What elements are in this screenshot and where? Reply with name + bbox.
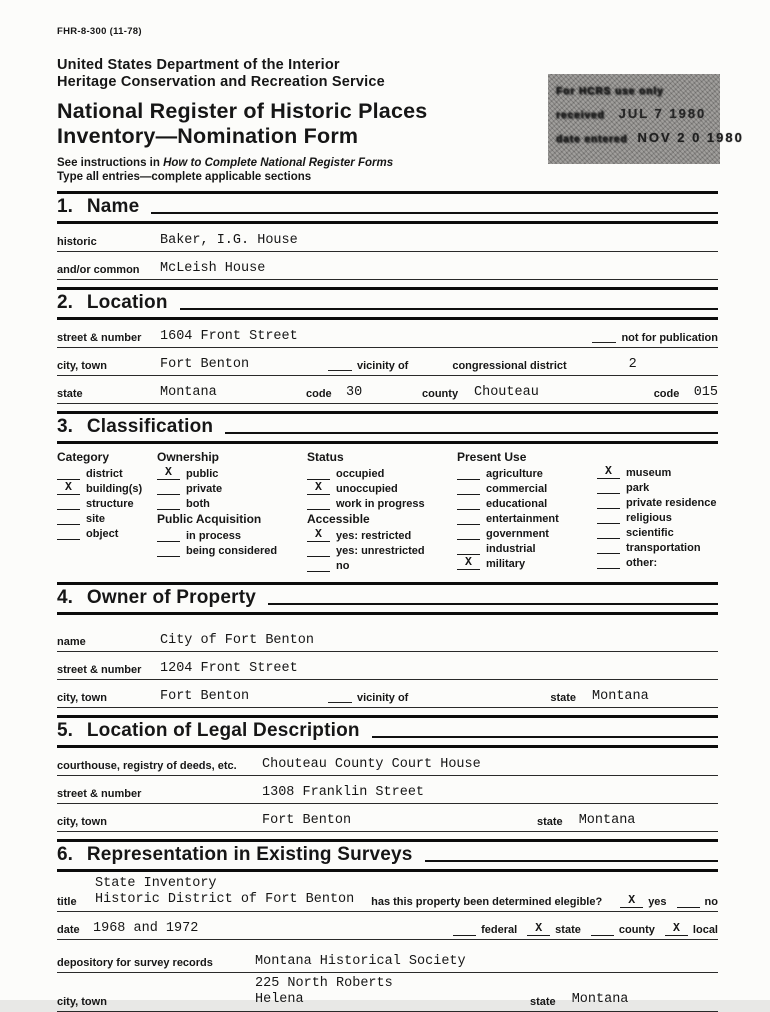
checkbox-line xyxy=(597,481,620,494)
city-label: city, town xyxy=(57,360,107,372)
section-1-header xyxy=(57,191,718,224)
section-5-header xyxy=(57,715,718,748)
section-number: 3. xyxy=(57,416,73,437)
section-number: 5. xyxy=(57,720,73,741)
checkbox-commercial[interactable]: commercial xyxy=(457,482,597,495)
present-use-column-2 xyxy=(597,450,718,574)
header-rule xyxy=(151,212,718,214)
city-value: Fort Benton xyxy=(160,689,250,704)
field-legal-city xyxy=(57,804,718,832)
section-number: 2. xyxy=(57,292,73,313)
date-stamp xyxy=(548,74,744,164)
checkbox-entertainment[interactable]: entertainment xyxy=(457,512,597,525)
state-value: Montana xyxy=(592,689,649,704)
field-owner-name xyxy=(57,615,718,652)
title-label: title xyxy=(57,896,77,908)
field-depository-city xyxy=(57,973,718,1012)
checkbox-line xyxy=(677,895,700,908)
form-title-line1: National Register of Historic Places xyxy=(57,99,428,123)
public-acquisition-header: Public Acquisition xyxy=(157,512,262,526)
section-number: 4. xyxy=(57,587,73,608)
field-owner-street xyxy=(57,652,718,680)
stamp-use-line: For HCRS use only xyxy=(556,86,664,97)
checkbox-line xyxy=(328,367,352,371)
checkbox-being-considered[interactable]: being considered xyxy=(157,544,307,557)
section-title: Location of Legal Description xyxy=(86,720,360,741)
instructions-booklet-title: How to Complete National Register Forms xyxy=(163,157,394,169)
field-survey-title xyxy=(57,872,718,912)
checkbox-line xyxy=(457,467,480,480)
checkbox-industrial[interactable]: industrial xyxy=(457,542,597,555)
checkbox-private[interactable]: private xyxy=(157,482,307,495)
ownership-column xyxy=(157,450,307,574)
stamp-received-label: received xyxy=(556,110,605,121)
checkbox-line xyxy=(457,512,480,525)
city-label: city, town xyxy=(57,816,107,828)
name-label: name xyxy=(57,636,86,648)
stamp-entered-date: NOV 2 0 1980 xyxy=(637,130,744,145)
not-for-publication-label: not for publication xyxy=(621,332,718,344)
state-label: state xyxy=(530,996,556,1008)
checkbox-line xyxy=(307,544,330,557)
eligible-no-checkbox[interactable]: no xyxy=(677,895,718,908)
section-title: Location xyxy=(86,292,168,313)
street-label: street & number xyxy=(57,788,142,800)
checkbox-unoccupied[interactable]: X unoccupied xyxy=(307,482,457,495)
status-header: Status xyxy=(307,450,344,464)
checkbox-line xyxy=(157,529,180,542)
historic-label: historic xyxy=(57,236,97,248)
state-checkbox[interactable]: X state xyxy=(527,923,581,936)
section-title: Representation in Existing Surveys xyxy=(86,844,413,865)
checkbox-line xyxy=(157,497,180,510)
congressional-district-label: congressional district xyxy=(452,360,567,372)
checkbox-educational[interactable]: educational xyxy=(457,497,597,510)
checkbox-no[interactable]: no xyxy=(307,559,457,572)
checkbox-line: X xyxy=(307,529,330,542)
checkbox-line xyxy=(307,559,330,572)
county-checkbox[interactable]: county xyxy=(591,923,655,936)
checkbox-in-process[interactable]: in process xyxy=(157,529,307,542)
field-owner-city xyxy=(57,680,718,708)
common-label: and/or common xyxy=(57,264,140,276)
checkbox-line xyxy=(157,544,180,557)
federal-checkbox[interactable]: federal xyxy=(453,923,517,936)
state-value: Montana xyxy=(160,385,217,400)
classification-grid xyxy=(57,444,718,585)
checkbox-site[interactable]: site xyxy=(57,512,157,525)
checkbox-scientific[interactable]: scientific xyxy=(597,526,718,539)
field-depository xyxy=(57,940,718,973)
checkbox-line xyxy=(591,923,614,936)
city-value: Fort Benton xyxy=(262,813,352,828)
checkbox-line: X xyxy=(307,482,330,495)
form-number: FHR-8-300 (11-78) xyxy=(57,26,142,37)
checkbox-occupied[interactable]: occupied xyxy=(307,467,457,480)
checkbox-other[interactable]: other: xyxy=(597,556,718,569)
accessible-header: Accessible xyxy=(307,512,370,526)
checkbox-line: X xyxy=(57,482,80,495)
checkbox-private-residence[interactable]: private residence xyxy=(597,496,718,509)
field-survey-date xyxy=(57,912,718,940)
survey-title-value: State Inventory Historic District of Fort Benton xyxy=(95,876,355,907)
instructions-line2: Type all entries—complete applicable sections xyxy=(57,170,312,183)
section-number: 1. xyxy=(57,196,73,217)
checkbox-park[interactable]: park xyxy=(597,481,718,494)
header-rule xyxy=(372,736,718,738)
checkbox-buildings[interactable]: X building(s) xyxy=(57,482,157,495)
checkbox-line xyxy=(457,497,480,510)
not-for-publication-checkbox[interactable] xyxy=(592,332,718,344)
checkbox-line xyxy=(597,526,620,539)
checkbox-public[interactable]: X public xyxy=(157,467,307,480)
header-rule xyxy=(225,432,718,434)
checkbox-line xyxy=(597,541,620,554)
street-value: 1604 Front Street xyxy=(160,329,298,344)
present-use-column-1 xyxy=(457,450,597,574)
checkbox-transportation[interactable]: transportation xyxy=(597,541,718,554)
checkbox-line: X xyxy=(597,466,620,479)
checkbox-line xyxy=(457,527,480,540)
depository-city-value: 225 North Roberts Helena xyxy=(255,976,393,1007)
field-common-name xyxy=(57,252,718,280)
checkbox-line xyxy=(57,467,80,480)
checkbox-line: X xyxy=(665,923,688,936)
instructions-line1: See instructions in How to Complete National Register Forms xyxy=(57,157,394,169)
checkbox-line xyxy=(307,497,330,510)
vicinity-checkbox[interactable] xyxy=(328,360,408,372)
state-label: state xyxy=(550,692,577,704)
checkbox-yes-unrestricted[interactable]: yes: unrestricted xyxy=(307,544,457,557)
checkbox-line xyxy=(57,497,80,510)
checkbox-line: X xyxy=(157,467,180,480)
checkbox-line xyxy=(457,482,480,495)
state-label: state xyxy=(57,388,83,400)
state-value: Montana xyxy=(571,992,629,1007)
common-value: McLeish House xyxy=(160,261,266,276)
vicinity-label: vicinity of xyxy=(357,692,409,704)
field-city-town xyxy=(57,348,718,376)
code2-label: code xyxy=(653,388,680,400)
header-rule xyxy=(180,308,718,310)
status-column xyxy=(307,450,457,574)
checkbox-line xyxy=(328,699,352,703)
courthouse-label: courthouse, registry of deeds, etc. xyxy=(57,760,237,772)
checkbox-museum[interactable]: X museum xyxy=(597,466,718,479)
field-state-county xyxy=(57,376,718,404)
checkbox-district[interactable]: district xyxy=(57,467,157,480)
field-street-number xyxy=(57,320,718,348)
checkbox-line xyxy=(597,496,620,509)
street-value: 1308 Franklin Street xyxy=(262,785,425,800)
agency-line1: United States Department of the Interior xyxy=(57,57,340,73)
checkbox-agriculture[interactable]: agriculture xyxy=(457,467,597,480)
checkbox-line xyxy=(457,542,480,555)
street-label: street & number xyxy=(57,664,142,676)
county-value: Chouteau xyxy=(474,385,539,400)
code-label: code xyxy=(306,388,332,400)
name-value: City of Fort Benton xyxy=(160,633,314,648)
county-label: county xyxy=(422,388,459,400)
checkbox-line xyxy=(597,511,620,524)
checkbox-line xyxy=(57,527,80,540)
section-title: Classification xyxy=(86,416,214,437)
depository-label: depository for survey records xyxy=(57,957,213,969)
depository-value: Montana Historical Society xyxy=(255,954,466,969)
section-2-header xyxy=(57,287,718,320)
courthouse-value: Chouteau County Court House xyxy=(262,757,481,772)
checkbox-yes-restricted[interactable]: X yes: restricted xyxy=(307,529,457,542)
checkbox-line xyxy=(592,339,616,343)
vicinity-label: vicinity of xyxy=(357,360,409,372)
checkbox-object[interactable]: object xyxy=(57,527,157,540)
present-use-header: Present Use xyxy=(457,450,527,464)
section-4-header xyxy=(57,585,718,615)
field-legal-street xyxy=(57,776,718,804)
vicinity-checkbox[interactable] xyxy=(328,692,408,704)
form-title-line2: Inventory—Nomination Form xyxy=(57,124,359,148)
eligible-yes-checkbox[interactable]: X yes xyxy=(620,895,666,908)
checkbox-line: X xyxy=(527,923,550,936)
city-value: Fort Benton xyxy=(160,357,250,372)
field-courthouse xyxy=(57,748,718,776)
eligibility-question: has this property been determined elegible? xyxy=(371,896,603,908)
section-number: 6. xyxy=(57,844,73,865)
category-header: Category xyxy=(57,450,110,464)
checkbox-line xyxy=(57,512,80,525)
field-historic-name xyxy=(57,224,718,252)
survey-level-group xyxy=(443,923,718,936)
category-column xyxy=(57,450,157,574)
stamp-entered-label: date entered xyxy=(556,134,628,145)
agency-line2: Heritage Conservation and Recreation Service xyxy=(57,73,385,90)
checkbox-line xyxy=(157,482,180,495)
local-checkbox[interactable]: X local xyxy=(665,923,718,936)
state-value: Montana xyxy=(578,813,636,828)
checkbox-line: X xyxy=(457,557,480,570)
county-code-value: 015 xyxy=(693,385,718,400)
checkbox-structure[interactable]: structure xyxy=(57,497,157,510)
section-6-header xyxy=(57,839,718,872)
ownership-header: Ownership xyxy=(157,450,220,464)
checkbox-line xyxy=(453,923,476,936)
section-title: Name xyxy=(86,196,140,217)
header-rule xyxy=(425,860,718,862)
date-label: date xyxy=(57,924,80,936)
date-value: 1968 and 1972 xyxy=(93,921,199,936)
congressional-district-value: 2 xyxy=(628,357,637,372)
checkbox-religious[interactable]: religious xyxy=(597,511,718,524)
checkbox-line xyxy=(597,556,620,569)
checkbox-work-in-progress[interactable]: work in progress xyxy=(307,497,457,510)
street-label: street & number xyxy=(57,332,142,344)
checkbox-both[interactable]: both xyxy=(157,497,307,510)
checkbox-military[interactable]: X military xyxy=(457,557,597,570)
stamp-received-date: JUL 7 1980 xyxy=(618,106,707,121)
eligibility-group xyxy=(371,895,718,908)
checkbox-government[interactable]: government xyxy=(457,527,597,540)
checkbox-line: X xyxy=(620,895,643,908)
state-label: state xyxy=(537,816,563,828)
checkbox-line xyxy=(307,467,330,480)
city-label: city, town xyxy=(57,996,107,1008)
section-title: Owner of Property xyxy=(86,587,257,608)
state-code-value: 30 xyxy=(346,385,363,400)
historic-value: Baker, I.G. House xyxy=(160,233,298,248)
section-3-header xyxy=(57,411,718,444)
street-value: 1204 Front Street xyxy=(160,661,298,676)
header-rule xyxy=(268,603,718,605)
city-label: city, town xyxy=(57,692,107,704)
